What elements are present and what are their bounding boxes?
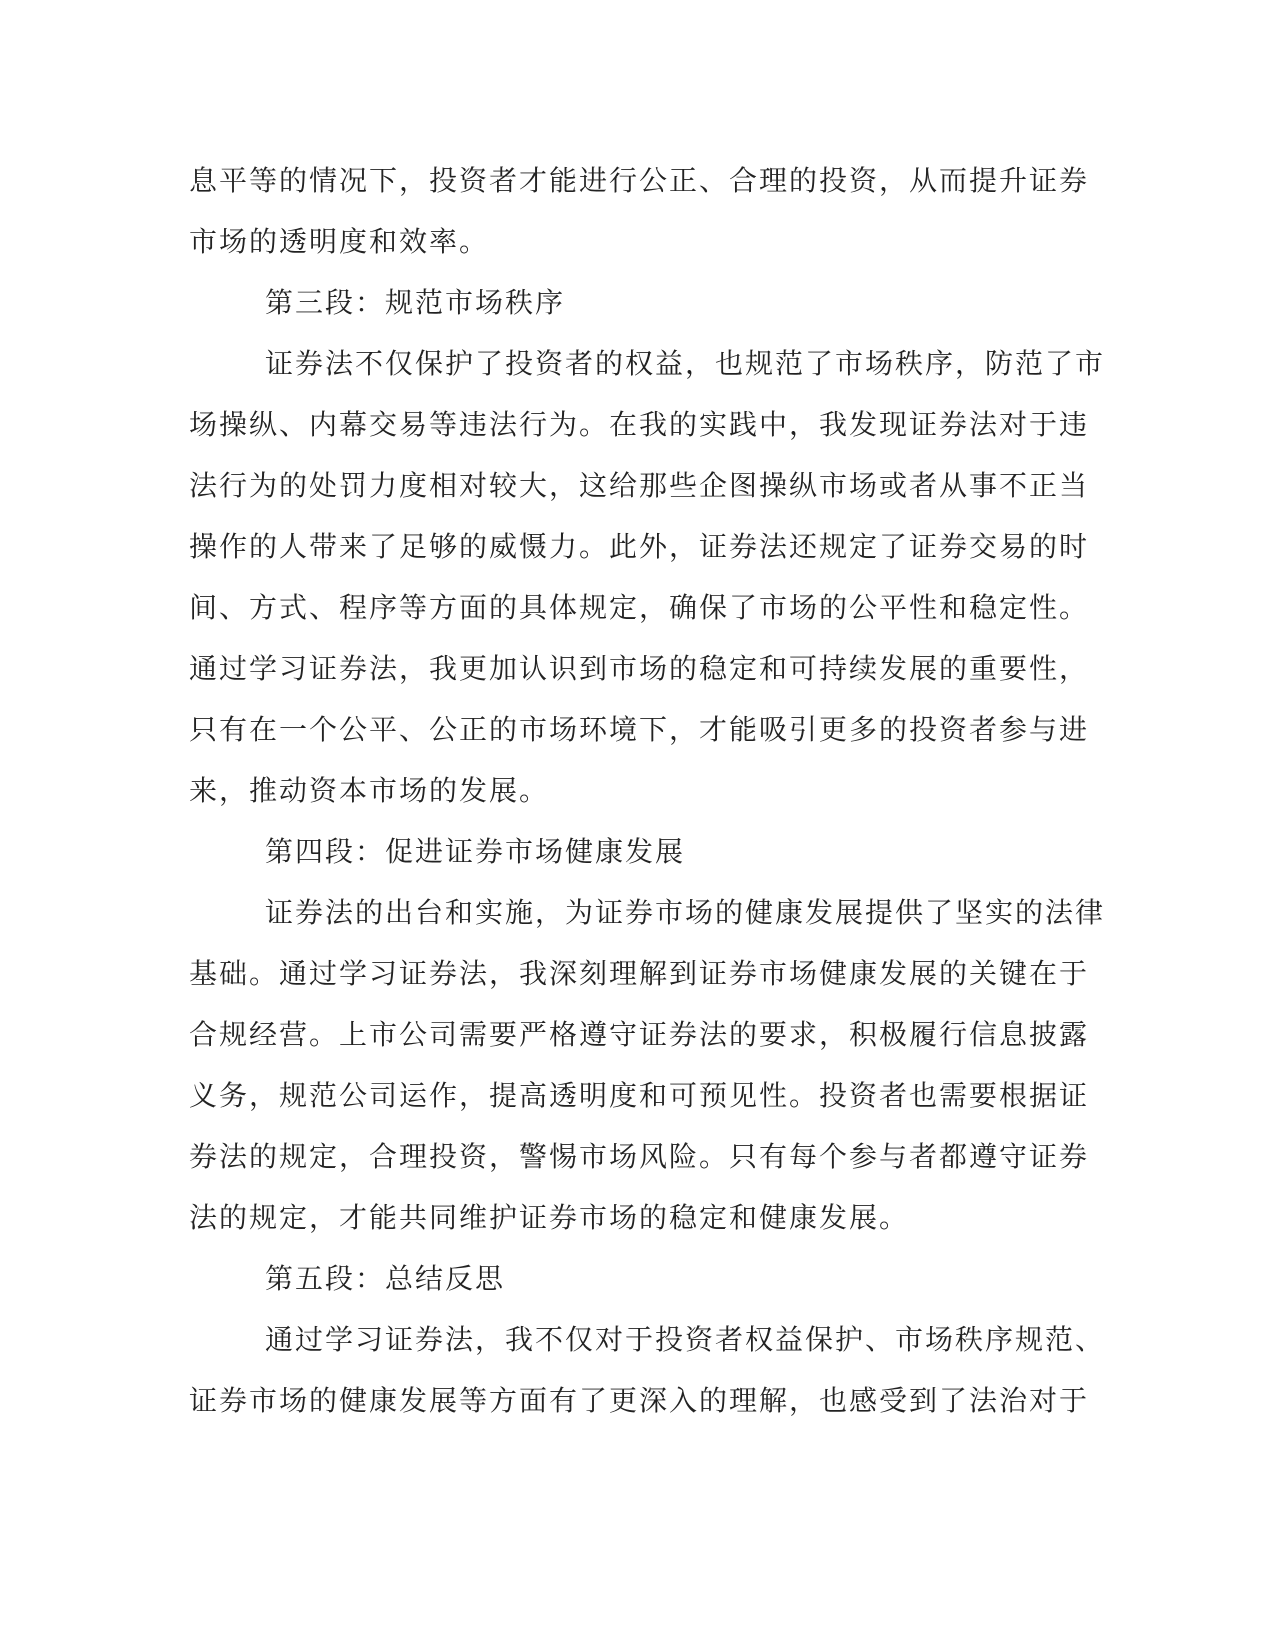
section-heading: 第三段：规范市场秩序 [265, 286, 566, 319]
text-line: 操作的人带来了足够的威慑力。此外，证券法还规定了证券交易的时 [189, 530, 1090, 563]
text-line: 证券法不仅保护了投资者的权益，也规范了市场秩序，防范了市 [265, 347, 1106, 380]
text-line: 只有在一个公平、公正的市场环境下，才能吸引更多的投资者参与进 [189, 713, 1090, 746]
text-line: 息平等的情况下，投资者才能进行公正、合理的投资，从而提升证券 [189, 164, 1090, 197]
text-line: 券法的规定，合理投资，警惕市场风险。只有每个参与者都遵守证券 [189, 1140, 1090, 1173]
text-line: 通过学习证券法，我更加认识到市场的稳定和可持续发展的重要性， [189, 652, 1090, 685]
text-line: 法的规定，才能共同维护证券市场的稳定和健康发展。 [189, 1201, 910, 1234]
text-line: 基础。通过学习证券法，我深刻理解到证券市场健康发展的关键在于 [189, 957, 1090, 990]
section-heading: 第五段：总结反思 [265, 1262, 506, 1295]
section-heading: 第四段：促进证券市场健康发展 [265, 835, 686, 868]
text-line: 证券法的出台和实施，为证券市场的健康发展提供了坚实的法律 [265, 896, 1106, 929]
text-line: 来，推动资本市场的发展。 [189, 774, 550, 807]
text-line: 市场的透明度和效率。 [189, 225, 490, 258]
text-line: 义务，规范公司运作，提高透明度和可预见性。投资者也需要根据证 [189, 1079, 1090, 1112]
text-line: 合规经营。上市公司需要严格遵守证券法的要求，积极履行信息披露 [189, 1018, 1090, 1051]
text-line: 证券市场的健康发展等方面有了更深入的理解，也感受到了法治对于 [189, 1384, 1090, 1417]
text-line: 通过学习证券法，我不仅对于投资者权益保护、市场秩序规范、 [265, 1323, 1106, 1356]
text-line: 场操纵、内幕交易等违法行为。在我的实践中，我发现证券法对于违 [189, 408, 1090, 441]
text-line: 法行为的处罚力度相对较大，这给那些企图操纵市场或者从事不正当 [189, 469, 1090, 502]
document-body [189, 150, 1106, 1431]
text-line: 间、方式、程序等方面的具体规定，确保了市场的公平性和稳定性。 [189, 591, 1090, 624]
